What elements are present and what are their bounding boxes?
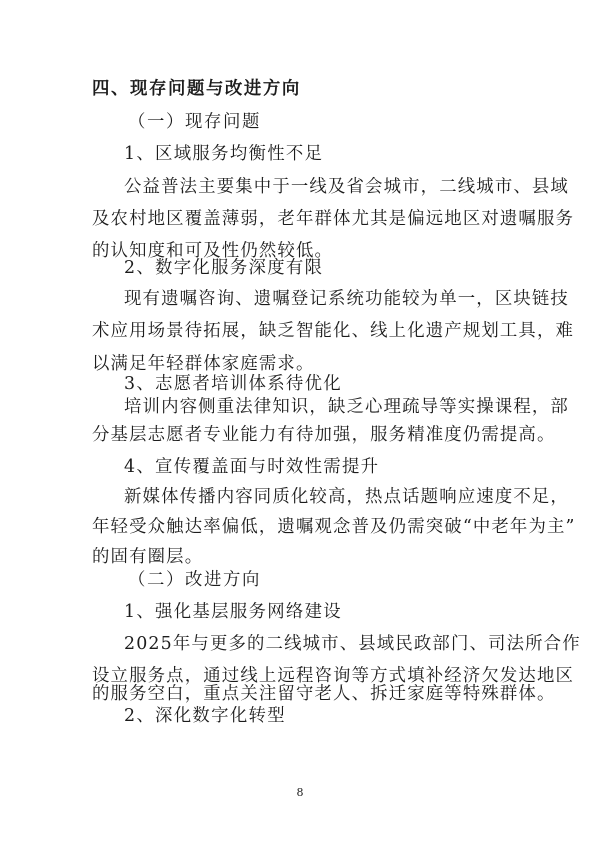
- paragraph-line: 的服务空白，重点关注留守老人、拆迁家庭等特殊群体。: [92, 684, 556, 704]
- item-heading: 2、数字化服务深度有限: [124, 258, 324, 278]
- item-heading: 1、强化基层服务网络建设: [124, 602, 342, 622]
- subsection-title-existing-problems: （一）现存问题: [128, 112, 261, 132]
- paragraph-line: 公益普法主要集中于一线及省会城市，二线城市、县域: [124, 177, 569, 197]
- item-heading: 4、宣传覆盖面与时效性需提升: [124, 457, 380, 477]
- paragraph-line: 的认知度和可及性仍然较低。: [92, 241, 334, 261]
- paragraph-line: 以满足年轻群体家庭需求。: [92, 354, 315, 374]
- paragraph-line: 分基层志愿者专业能力有待加强，服务精准度仍需提高。: [92, 425, 556, 445]
- paragraph-line: 及农村地区覆盖薄弱，老年群体尤其是偏远地区对遗嘱服务: [92, 209, 575, 229]
- paragraph-line: 2025年与更多的二线城市、县域民政部门、司法所合作: [124, 634, 581, 654]
- paragraph-line: 术应用场景待拓展，缺乏智能化、线上化遗产规划工具，难: [92, 321, 575, 341]
- page-number: 8: [296, 786, 304, 799]
- paragraph-line: 新媒体传播内容同质化较高，热点话题响应速度不足，: [124, 487, 569, 507]
- subsection-title-improvement-directions: （二）改进方向: [128, 570, 261, 590]
- paragraph-line: 年轻受众触达率偏低，遗嘱观念普及仍需突破“中老年为主”: [92, 517, 576, 537]
- paragraph-line: 现有遗嘱咨询、遗嘱登记系统功能较为单一，区块链技: [124, 289, 569, 309]
- paragraph-line: 培训内容侧重法律知识，缺乏心理疏导等实操课程，部: [124, 397, 569, 417]
- section-title: 四、现存问题与改进方向: [92, 79, 301, 99]
- paragraph-line: 设立服务点，通过线上远程咨询等方式填补经济欠发达地区: [92, 666, 575, 686]
- item-heading: 2、深化数字化转型: [124, 706, 286, 726]
- item-heading: 3、志愿者培训体系待优化: [124, 374, 342, 394]
- paragraph-line: 的固有圈层。: [92, 547, 204, 567]
- item-heading: 1、区域服务均衡性不足: [124, 144, 324, 164]
